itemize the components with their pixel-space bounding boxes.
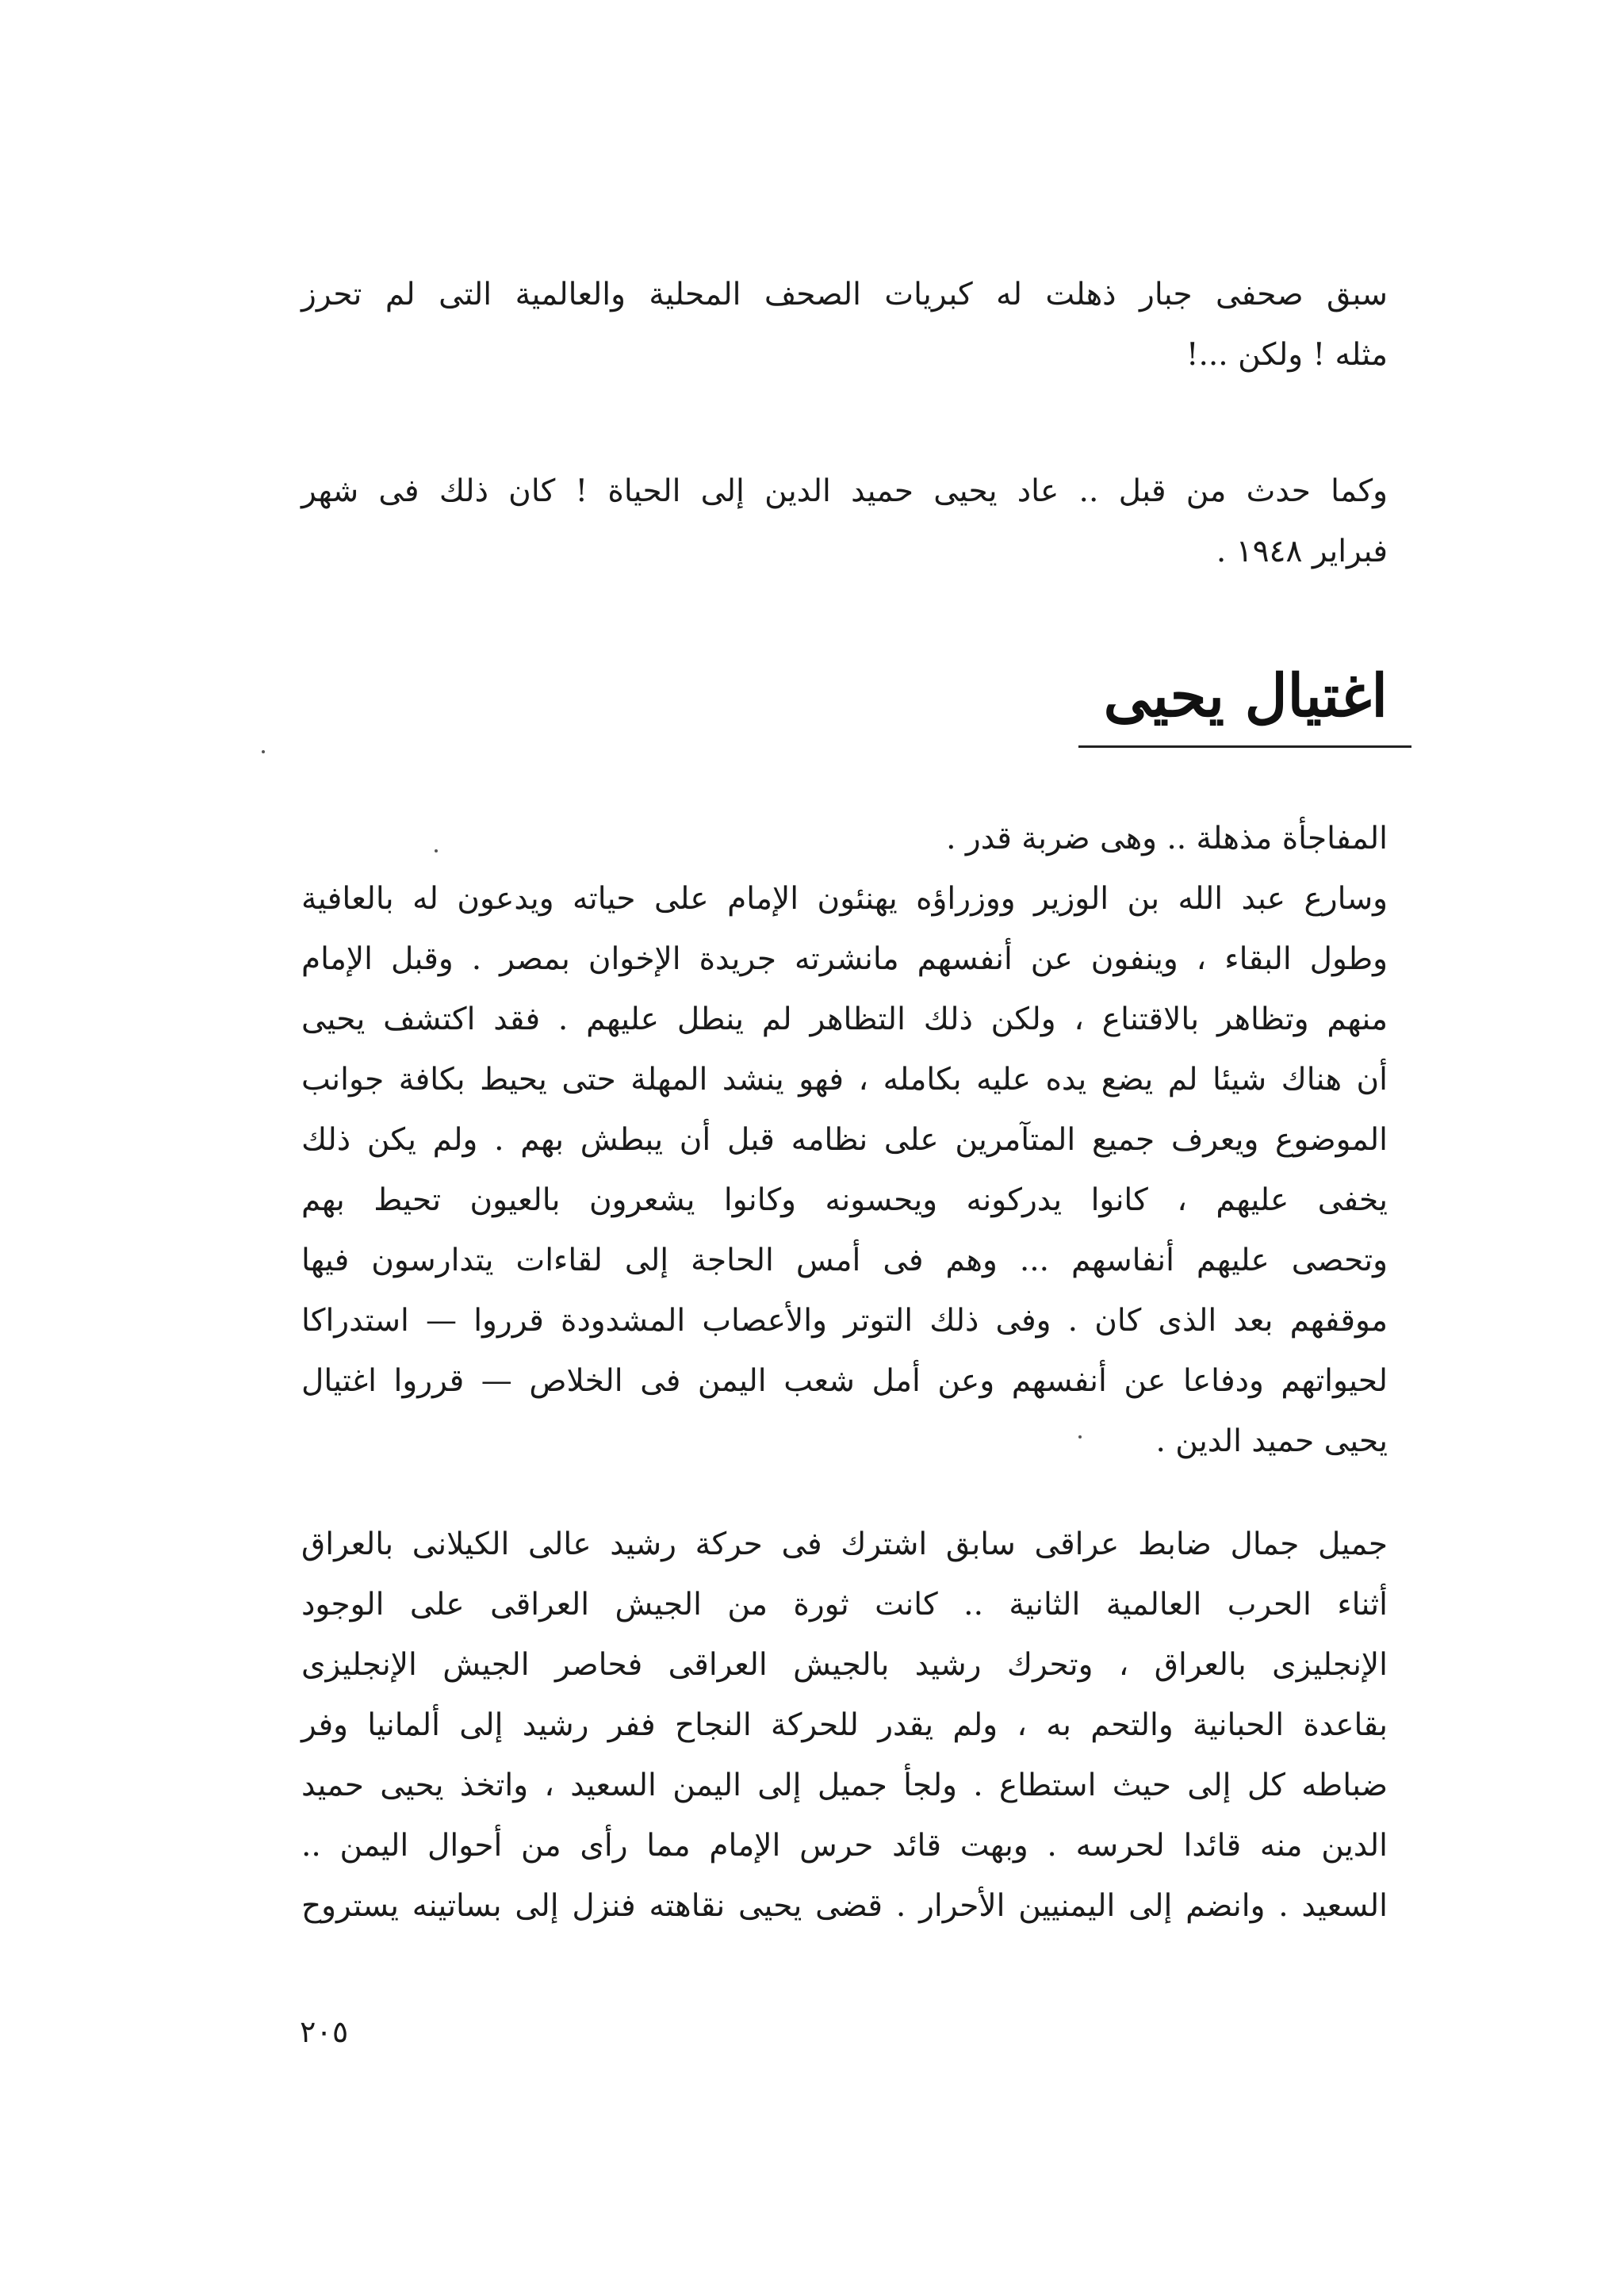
text-line: الدين منه قائدا لحرسه . وبهت قائد حرس الإمام مما رأى من أحوال اليمن ..	[301, 1828, 1388, 1864]
text-line: الإنجليزى بالعراق ، وتحرك رشيد بالجيش العراقى فحاصر الجيش الإنجليزى	[301, 1647, 1388, 1683]
text-line: يحيى حميد الدين .	[1155, 1423, 1388, 1459]
text-line: الموضوع ويعرف جميع المتآمرين على نظامه قبل أن يبطش بهم . ولم يكن ذلك	[301, 1122, 1388, 1158]
text-line: المفاجأة مذهلة .. وهى ضربة قدر .	[946, 821, 1388, 856]
intro-paragraph-2	[301, 462, 1388, 582]
text-line: أن هناك شيئا لم يضع يده عليه بكامله ، فهو ينشد المهلة حتى يحيط بكافة جوانب	[301, 1062, 1388, 1098]
text-line: سبق صحفى جبار ذهلت له كبريات الصحف المحلية والعالمية التى لم تحرز	[301, 277, 1388, 312]
text-line: لحيواتهم ودفاعا عن أنفسهم وعن أمل شعب اليمن فى الخلاص — قرروا اغتيال	[301, 1363, 1388, 1399]
print-speck	[262, 750, 265, 753]
text-line: جميل جمال ضابط عراقى سابق اشترك فى حركة رشيد عالى الكيلانى بالعراق	[301, 1527, 1388, 1562]
text-line: وكما حدث من قبل .. عاد يحيى حميد الدين إلى الحياة ! كان ذلك فى شهر	[301, 473, 1388, 509]
text-line: أثناء الحرب العالمية الثانية .. كانت ثورة من الجيش العراقى على الوجود	[301, 1587, 1388, 1622]
text-line: وطول البقاء ، وينفون عن أنفسهم مانشرته جريدة الإخوان بمصر . وقبل الإمام	[301, 941, 1388, 977]
heading-underline	[1078, 745, 1411, 748]
text-line: مثله ! ولكن ...!	[1185, 337, 1388, 373]
section-heading: اغتيال يحيى	[1103, 662, 1388, 730]
text-line: فبراير ١٩٤٨ .	[1216, 534, 1388, 569]
text-line: السعيد . وانضم إلى اليمنيين الأحرار . قضى يحيى نقاهته فنزل إلى بساتينه يستروح	[301, 1888, 1388, 1924]
text-line: وسارع عبد الله بن الوزير ووزراؤه يهنئون الإمام على حياته ويدعون له بالعافية	[301, 881, 1388, 917]
text-line: وتحصى عليهم أنفاسهم ... وهم فى أمس الحاجة إلى لقاءات يتدارسون فيها	[301, 1243, 1388, 1278]
intro-paragraph-1	[301, 265, 1388, 385]
text-line: منهم وتظاهر بالاقتناع ، ولكن ذلك التظاهر لم ينطل عليهم . فقد اكتشف يحيى	[301, 1002, 1388, 1037]
text-line: بقاعدة الحبانية والتحم به ، ولم يقدر للحركة النجاح ففر رشيد إلى ألمانيا وفر	[301, 1707, 1388, 1743]
text-line: يخفى عليهم ، كانوا يدركونه ويحسونه وكانوا يشعرون بالعيون تحيط بهم	[301, 1182, 1388, 1218]
text-line: موقفهم بعد الذى كان . وفى ذلك التوتر والأعصاب المشدودة قرروا — استدراكا	[301, 1303, 1388, 1339]
body-paragraph-1	[301, 809, 1388, 1472]
body-paragraph-2	[301, 1515, 1388, 1937]
page-number: ٢٠٥	[300, 2014, 349, 2049]
text-line: ضباطه كل إلى حيث استطاع . ولجأ جميل إلى اليمن السعيد ، واتخذ يحيى حميد	[301, 1768, 1388, 1803]
